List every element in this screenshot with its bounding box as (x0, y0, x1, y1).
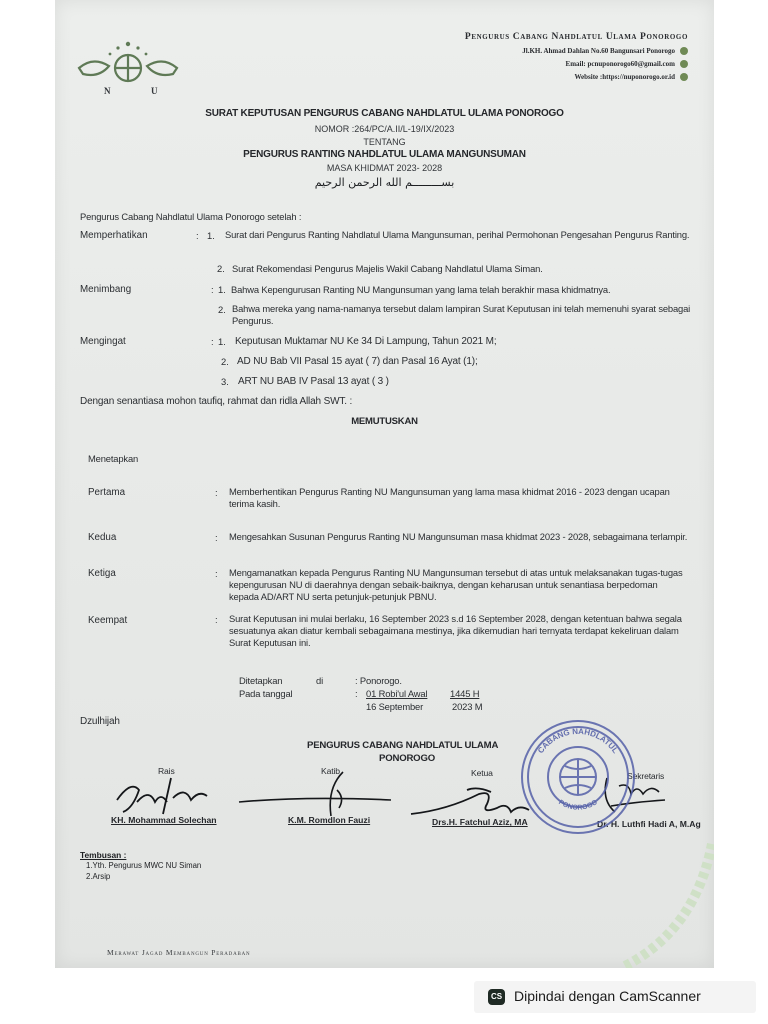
mengingat-colon: : (211, 336, 214, 347)
dzulhijah-text: Dzulhijah (80, 716, 120, 727)
intro-text: Pengurus Cabang Nahdlatul Ulama Ponorogo setelah : (80, 211, 302, 222)
decree-subject: PENGURUS RANTING NAHDLATUL ULAMA MANGUNSUMAN (243, 149, 526, 160)
name-ketua: Drs.H. Fatchul Aziz, MA (432, 817, 528, 827)
memperhatikan-item-2: Surat Rekomendasi Pengurus Majelis Wakil Cabang Nahdlatul Ulama Siman. (232, 263, 543, 274)
memutuskan-heading: MEMUTUSKAN (351, 416, 418, 427)
decorative-arc (615, 840, 714, 968)
decree-number: NOMOR :264/PC/A.II/L-19/IX/2023 (314, 124, 455, 134)
svg-text:PONOROGO (557, 799, 599, 812)
basmalah: بســـــــــم الله الرحمن الرحيم (314, 176, 455, 189)
role-rais: Rais (158, 766, 175, 776)
svg-text:CABANG NAHDLATUL (536, 727, 620, 755)
camscanner-watermark (474, 981, 756, 1013)
list-number: 2. (217, 263, 225, 274)
signature-org-line1: PENGURUS CABANG NAHDLATUL ULAMA (307, 740, 499, 751)
stamp-top-text: CABANG NAHDLATUL (536, 726, 620, 756)
decision-label-kedua: Kedua (88, 532, 117, 543)
mengingat-item-1: Keputusan Muktamar NU Ke 34 Di Lampung, Tahun 2021 M; (235, 336, 497, 347)
ditetapkan-label: Ditetapkan (239, 675, 283, 686)
role-sekretaris: Sekretaris (627, 771, 665, 781)
list-number: 2. (221, 356, 229, 367)
letterhead-website: Website :https://nuponorogo.or.id (574, 73, 688, 81)
logo-letter-n: N (104, 86, 111, 96)
name-sekretaris: Dr. H. Luthfi Hadi A, M.Ag (597, 819, 701, 829)
official-stamp-icon (517, 716, 639, 838)
mengingat-label: Mengingat (80, 336, 126, 347)
decision-colon: : (215, 568, 218, 579)
role-katib: Katib (321, 766, 340, 776)
doa-text: Dengan senantiasa mohon taufiq, rahmat dan ridla Allah SWT. : (80, 396, 353, 407)
location-icon (680, 47, 688, 55)
tembusan-item-2: 2.Arsip (86, 872, 111, 881)
menimbang-item-1: Bahwa Kepengurusan Ranting NU Mangunsuman yang lama telah berakhir masa khidmatnya. (231, 284, 611, 295)
letterhead-org-name: Pengurus Cabang Nahdlatul Ulama Ponorogo (464, 32, 688, 42)
decision-text-kedua: Mengesahkan Susunan Pengurus Ranting NU Mangunsuman masa khidmat 2023 - 2028, sebagaimana terlampir. (229, 531, 688, 542)
camscanner-label: Dipindai dengan CamScanner (514, 988, 701, 1004)
ditetapkan-di: di (316, 675, 323, 686)
nu-logo-icon (73, 36, 183, 98)
decision-colon: : (215, 532, 218, 543)
greg-year: 2023 M (452, 701, 483, 712)
list-number: 3. (221, 376, 229, 387)
decree-title: SURAT KEPUTUSAN PENGURUS CABANG NAHDLATUL ULAMA PONOROGO (205, 108, 564, 119)
memperhatikan-label: Memperhatikan (80, 230, 148, 241)
decision-colon: : (215, 614, 218, 625)
list-number: 1. (207, 230, 215, 241)
list-number: 1. (218, 284, 226, 295)
tanggal-colon: : (355, 688, 358, 699)
menimbang-colon: : (211, 284, 214, 295)
scanned-document-page (55, 0, 714, 968)
signature-katib-mark (235, 768, 395, 820)
globe-icon (680, 73, 688, 81)
stamp-bottom-text: PONOROGO (557, 799, 599, 812)
mengingat-item-3: ART NU BAB IV Pasal 13 ayat ( 3 ) (238, 376, 389, 387)
memperhatikan-colon: : (196, 230, 199, 241)
tembusan-label: Tembusan : (80, 850, 127, 860)
mengingat-item-2: AD NU Bab VII Pasal 15 ayat ( 7) dan Pasal 16 Ayat (1); (237, 356, 478, 367)
list-number: 1. (218, 336, 226, 347)
menetapkan-label: Menetapkan (88, 453, 139, 464)
name-rais: KH. Mohammad Solechan (111, 815, 217, 825)
letterhead-address: Jl.KH. Ahmad Dahlan No.60 Bangunsari Ponorogo (522, 47, 688, 55)
role-ketua: Ketua (471, 768, 493, 778)
greg-date: 16 September (366, 701, 424, 712)
decree-period: MASA KHIDMAT 2023- 2028 (326, 163, 443, 173)
decision-label-keempat: Keempat (88, 615, 128, 626)
memperhatikan-item-1: Surat dari Pengurus Ranting Nahdlatul Ulama Mangunsuman, perihal Permohonan Pengesahan Pengurus Ranting. (225, 229, 690, 240)
name-katib: K.M. Romdlon Fauzi (288, 815, 371, 825)
hijri-year: 1445 H (450, 688, 480, 699)
menimbang-label: Menimbang (80, 284, 132, 295)
hijri-date: 01 Robi'ul Awal (366, 688, 428, 699)
decision-text-ketiga: Mengamanatkan kepada Pengurus Ranting NU Mangunsuman tersebut di atas untuk melaksanakan tugas-tugas kepengurusan NU di daerahnya dengan sebaik-baiknya, dengan keharusan untuk senantiasa berpedoman kepada AD/ART NU serta petunjuk-petunjuk PBNU. (229, 567, 683, 602)
menimbang-item-2: Bahwa mereka yang nama-namanya tersebut dalam lampiran Surat Keputusan ini telah memenuhi syarat sebagai Pengurus. (232, 303, 691, 326)
tembusan-item-1: 1.Yth. Pengurus MWC NU Siman (86, 861, 202, 870)
tanggal-label: Pada tanggal (239, 688, 293, 699)
decision-colon: : (215, 487, 218, 498)
logo-letter-u: U (151, 86, 158, 96)
decision-label-ketiga: Ketiga (88, 568, 116, 579)
list-number: 2. (218, 304, 226, 315)
decree-tentang: TENTANG (363, 137, 406, 147)
signature-org-line2: PONOROGO (379, 753, 435, 764)
decision-label-pertama: Pertama (88, 487, 126, 498)
decision-text-keempat: Surat Keputusan ini mulai berlaku, 16 September 2023 s.d 16 September 2028, dengan ketentuan bahwa segala sesuatunya akan diatur kembali sebagaimana mestinya, jika dikemudian hari ternyata terdapat kekeliruan dalam Surat Keputusan ini. (229, 613, 682, 648)
footer-motto: Merawat Jagad Membangun Peradaban (107, 948, 251, 957)
decision-text-pertama: Memberhentikan Pengurus Ranting NU Mangunsuman yang lama masa khidmat 2016 - 2023 dengan ucapan terima kasih. (229, 486, 670, 509)
signature-rais-mark (111, 772, 221, 818)
camscanner-logo-icon: CS (488, 989, 505, 1005)
email-icon (680, 60, 688, 68)
ditetapkan-place: : Ponorogo. (355, 675, 402, 686)
letterhead-email: Email: pcnuponorogo60@gmail.com (566, 60, 688, 68)
